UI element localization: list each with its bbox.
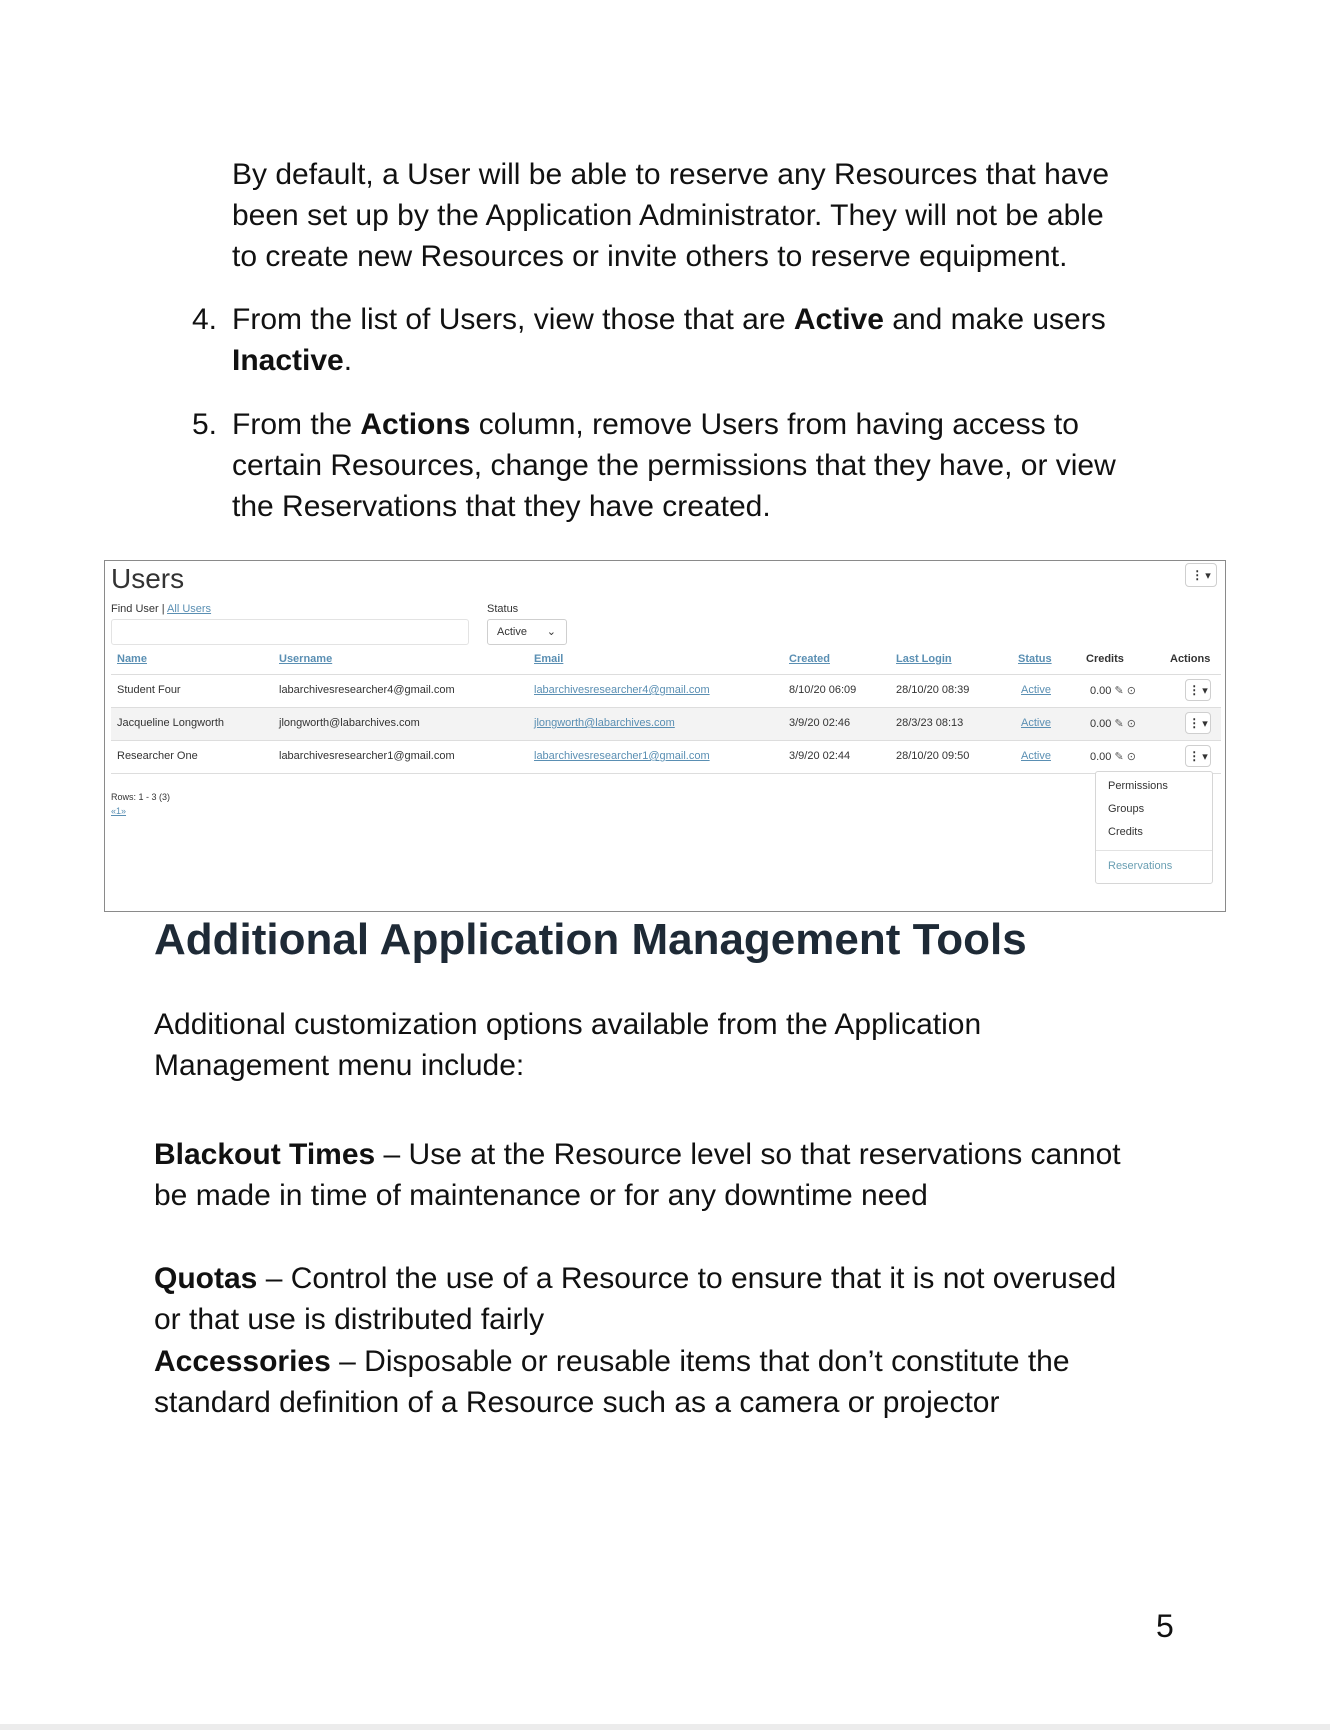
caret-down-icon: ▾ — [1202, 684, 1208, 697]
clock-icon[interactable]: ⊙ — [1126, 751, 1136, 763]
column-header-name[interactable]: Name — [117, 653, 147, 665]
quotas-text: – Control the use of a Resource to ensure that it is not overused — [257, 1262, 1117, 1295]
status-select-value: Active — [497, 626, 527, 638]
pagination-link[interactable]: «1» — [111, 806, 127, 816]
row-created: 8/10/20 06:09 — [789, 684, 857, 696]
credits-value: 0.00 — [1090, 718, 1112, 730]
row-status-link[interactable]: Active — [1021, 684, 1051, 696]
row-created: 3/9/20 02:44 — [789, 750, 851, 762]
row-credits — [1090, 717, 1136, 730]
edit-icon[interactable]: ✎ — [1114, 718, 1124, 730]
row-status-link[interactable]: Active — [1021, 750, 1051, 762]
caret-down-icon: ▾ — [1202, 750, 1208, 763]
accessories-text: standard definition of a Resource such as a camera or projector — [154, 1386, 1000, 1419]
row-created: 3/9/20 02:46 — [789, 717, 851, 729]
row-username: labarchivesresearcher4@gmail.com — [279, 684, 455, 696]
credits-value: 0.00 — [1090, 685, 1112, 697]
step-5-number: 5. — [192, 408, 218, 441]
menu-divider — [1096, 850, 1212, 851]
all-users-link[interactable]: All Users — [167, 603, 212, 615]
row-last-login: 28/10/20 08:39 — [896, 684, 970, 696]
blackout-times-text: – Use at the Resource level so that reservations cannot — [375, 1138, 1121, 1171]
row-email-link[interactable]: labarchivesresearcher1@gmail.com — [534, 750, 710, 762]
row-username: labarchivesresearcher1@gmail.com — [279, 750, 455, 762]
blackout-times-text: be made in time of maintenance or for any downtime need — [154, 1179, 928, 1212]
section-intro-line: Management menu include: — [154, 1049, 525, 1082]
menu-item-credits[interactable]: Credits — [1108, 826, 1143, 838]
section-heading: Additional Application Management Tools — [154, 915, 1027, 964]
column-header-email[interactable]: Email — [534, 653, 564, 665]
users-screenshot — [104, 560, 1226, 912]
column-header-actions: Actions — [1170, 653, 1211, 665]
intro-line: been set up by the Application Administrator. They will not be able — [232, 199, 1104, 232]
step-5-actions-bold: Actions — [360, 408, 471, 441]
row-credits — [1090, 684, 1136, 697]
chevron-down-icon: ⌄ — [546, 626, 556, 638]
page-bottom-edge — [0, 1724, 1330, 1730]
quotas-bold: Quotas — [154, 1262, 258, 1295]
row-username: jlongworth@labarchives.com — [279, 717, 420, 729]
caret-down-icon: ▾ — [1202, 717, 1208, 730]
row-email-link[interactable]: jlongworth@labarchives.com — [534, 717, 675, 729]
status-label: Status — [487, 603, 519, 615]
users-title: Users — [111, 563, 185, 594]
kebab-icon: ⋮ — [1188, 683, 1200, 697]
column-header-username[interactable]: Username — [279, 653, 333, 665]
step-5-text — [232, 404, 1232, 527]
row-name: Student Four — [117, 684, 181, 696]
step-4-text — [232, 299, 1232, 381]
credits-value: 0.00 — [1090, 751, 1112, 763]
quotas-text: or that use is distributed fairly — [154, 1303, 545, 1336]
row-status-link[interactable]: Active — [1021, 717, 1051, 729]
row-actions-dropdown — [1095, 771, 1213, 884]
step-5-text-part: certain Resources, change the permissions that they have, or view — [232, 449, 1116, 482]
intro-line: to create new Resources or invite others to reserve equipment. — [232, 240, 1068, 273]
menu-item-reservations[interactable]: Reservations — [1108, 860, 1173, 872]
edit-icon[interactable]: ✎ — [1114, 685, 1124, 697]
section-intro — [154, 1004, 1234, 1086]
accessories-paragraph — [154, 1341, 1234, 1423]
rows-info: Rows: 1 - 3 (3) — [111, 792, 171, 802]
step-4-active-bold: Active — [793, 303, 884, 336]
status-select[interactable] — [487, 619, 567, 645]
column-header-credits: Credits — [1086, 653, 1124, 665]
row-last-login: 28/10/20 09:50 — [896, 750, 970, 762]
blackout-times-paragraph — [154, 1134, 1234, 1216]
intro-line: By default, a User will be able to reserve any Resources that have — [232, 158, 1110, 191]
column-header-created[interactable]: Created — [789, 653, 830, 665]
row-name: Jacqueline Longworth — [117, 717, 225, 729]
intro-paragraph — [232, 154, 1232, 277]
accessories-bold: Accessories — [154, 1345, 331, 1378]
row-name: Researcher One — [117, 750, 198, 762]
row-actions-button[interactable] — [1185, 679, 1211, 701]
step-4-text-part: . — [343, 344, 353, 377]
row-credits — [1090, 750, 1136, 763]
page-number: 5 — [1156, 1608, 1174, 1644]
step-4-inactive-bold: Inactive — [232, 344, 344, 377]
menu-item-permissions[interactable]: Permissions — [1108, 780, 1168, 792]
row-actions-button[interactable] — [1185, 712, 1211, 734]
edit-icon[interactable]: ✎ — [1114, 751, 1124, 763]
caret-down-icon: ▾ — [1205, 569, 1211, 582]
step-5-text-part: From the — [232, 408, 361, 441]
step-5-text-part: column, remove Users from having access to — [470, 408, 1079, 441]
accessories-text: – Disposable or reusable items that don’t constitute the — [330, 1345, 1070, 1378]
kebab-icon: ⋮ — [1191, 568, 1203, 582]
step-4-number: 4. — [192, 303, 218, 336]
menu-item-groups[interactable]: Groups — [1108, 803, 1145, 815]
blackout-times-bold: Blackout Times — [154, 1138, 376, 1171]
column-header-last-login[interactable]: Last Login — [896, 653, 952, 665]
step-5-text-part: the Reservations that they have created. — [232, 490, 771, 523]
page-actions-button[interactable] — [1185, 563, 1217, 587]
kebab-icon: ⋮ — [1188, 716, 1200, 730]
row-last-login: 28/3/23 08:13 — [896, 717, 964, 729]
row-email-link[interactable]: labarchivesresearcher4@gmail.com — [534, 684, 710, 696]
find-user-text: Find User | — [111, 603, 168, 615]
row-actions-button[interactable] — [1185, 745, 1211, 767]
section-intro-line: Additional customization options available from the Application — [154, 1008, 982, 1041]
quotas-paragraph — [154, 1258, 1234, 1340]
kebab-icon: ⋮ — [1188, 749, 1200, 763]
clock-icon[interactable]: ⊙ — [1126, 718, 1136, 730]
step-4-text-part: and make users — [883, 303, 1106, 336]
column-header-status[interactable]: Status — [1018, 653, 1052, 665]
find-user-label — [111, 603, 211, 615]
clock-icon[interactable]: ⊙ — [1126, 685, 1136, 697]
find-user-input[interactable] — [111, 619, 469, 645]
step-4-text-part: From the list of Users, view those that are — [232, 303, 794, 336]
